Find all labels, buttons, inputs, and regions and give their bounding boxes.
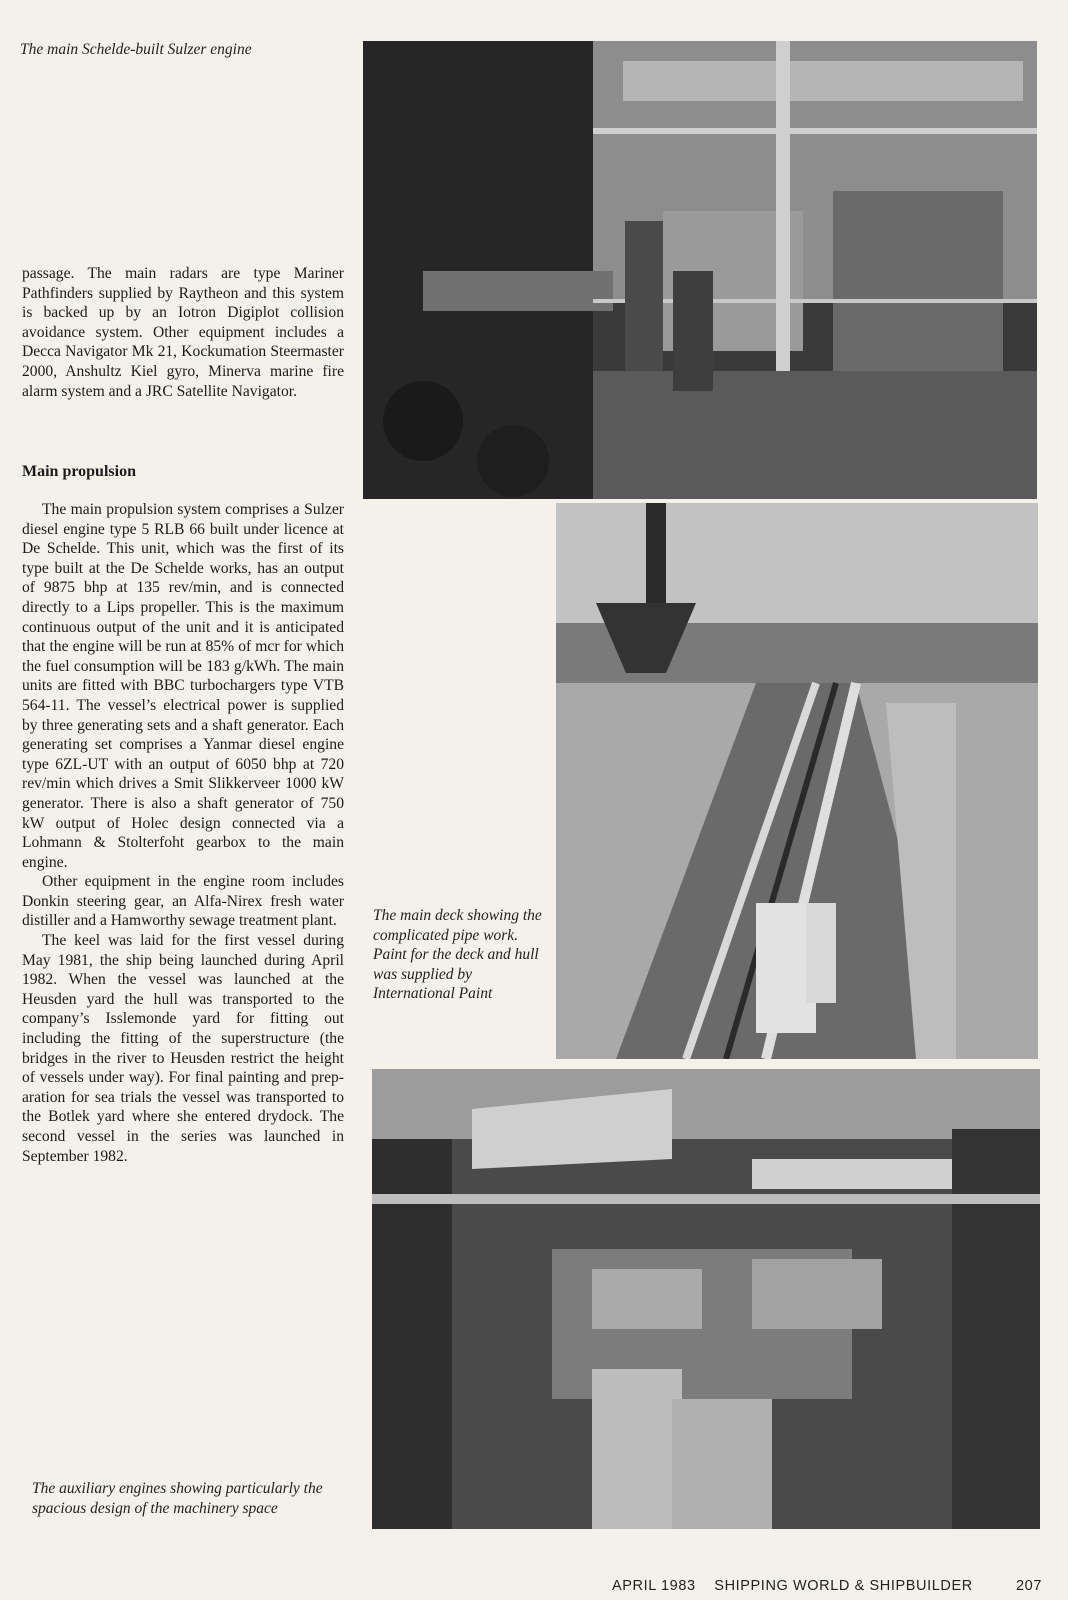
engine-room-photo: [363, 41, 1037, 499]
body-paragraph: The keel was laid for the first vessel during May 1981, the ship being launched during April 1982. When the vessel was launched at the Heusden yard the hull was transported to the company’s Isslemonde yard for fitting out including the fitting of the superstructure (the bridges in the river to Heusden restrict the height of vessels under way). For final painting and preparation for sea trials the vessel was transported to the Botlek yard where she entered drydock. The second vessel in the series was launched in September 1982.: [22, 932, 344, 1165]
deck-photo-caption: The main deck showing the complicated pipe work. Paint for the deck and hull was supplied by International Paint: [373, 907, 542, 1002]
section-heading: Main propulsion: [22, 463, 136, 480]
auxiliary-photo-caption: The auxiliary engines showing particularly the spacious design of the machinery space: [32, 1480, 323, 1517]
engine-photo-caption: The main Schelde-built Sulzer engine: [20, 41, 252, 58]
main-deck-photo: [556, 503, 1038, 1059]
body-paragraph: Other equipment in the engine room includes Donkin steering gear, an Alfa-Nirex fresh water distiller and a Hamworthy sewage treatment plant.: [22, 873, 344, 930]
body-paragraph: The main propulsion system comprises a Sulzer diesel engine type 5 RLB 66 built under licence at De Schelde. This unit, which was the first of its type built at the De Schelde works, has an output of 9875 bhp at 135 rev/min, and is connected directly to a Lips propeller. This is the maximum continuous output of the unit and it is anticipated that the engine will be run at 85% of mcr for which the fuel consumption will be 183 g/kWh. The main units are fitted with BBC turbochargers type VTB 564-11. The vessel’s electrical power is supplied by three generating sets and a shaft generator. Each generating set comprises a Yanmar diesel engine type 6ZL-UT with an output of 6050 bhp at 720 rev/min which drives a Smit Slikkerveer 1000 kW generator. There is also a shaft generator of 750 kW output of Holec design connected via a Lohmann & Stolterfoht gearbox to the main engine.: [22, 501, 344, 871]
publication-name: SHIPPING WORLD & SHIPBUILDER: [714, 1578, 973, 1594]
page-footer: [612, 1578, 1052, 1594]
auxiliary-engines-photo: [372, 1069, 1040, 1529]
intro-paragraph: passage. The main radars are type Mariner Pathfinders supplied by Raytheon and this system is backed up by an Iotron Digiplot collision avoidance system. Other equipment includes a Decca Navigator Mk 21, Kockumation Steermaster 2000, Anshultz Kiel gyro, Minerva marine fire alarm system and a JRC Satellite Navigator.: [22, 265, 344, 400]
issue-date: APRIL 1983: [612, 1578, 696, 1594]
page-number: 207: [1016, 1578, 1042, 1594]
section-body: [22, 500, 344, 1166]
